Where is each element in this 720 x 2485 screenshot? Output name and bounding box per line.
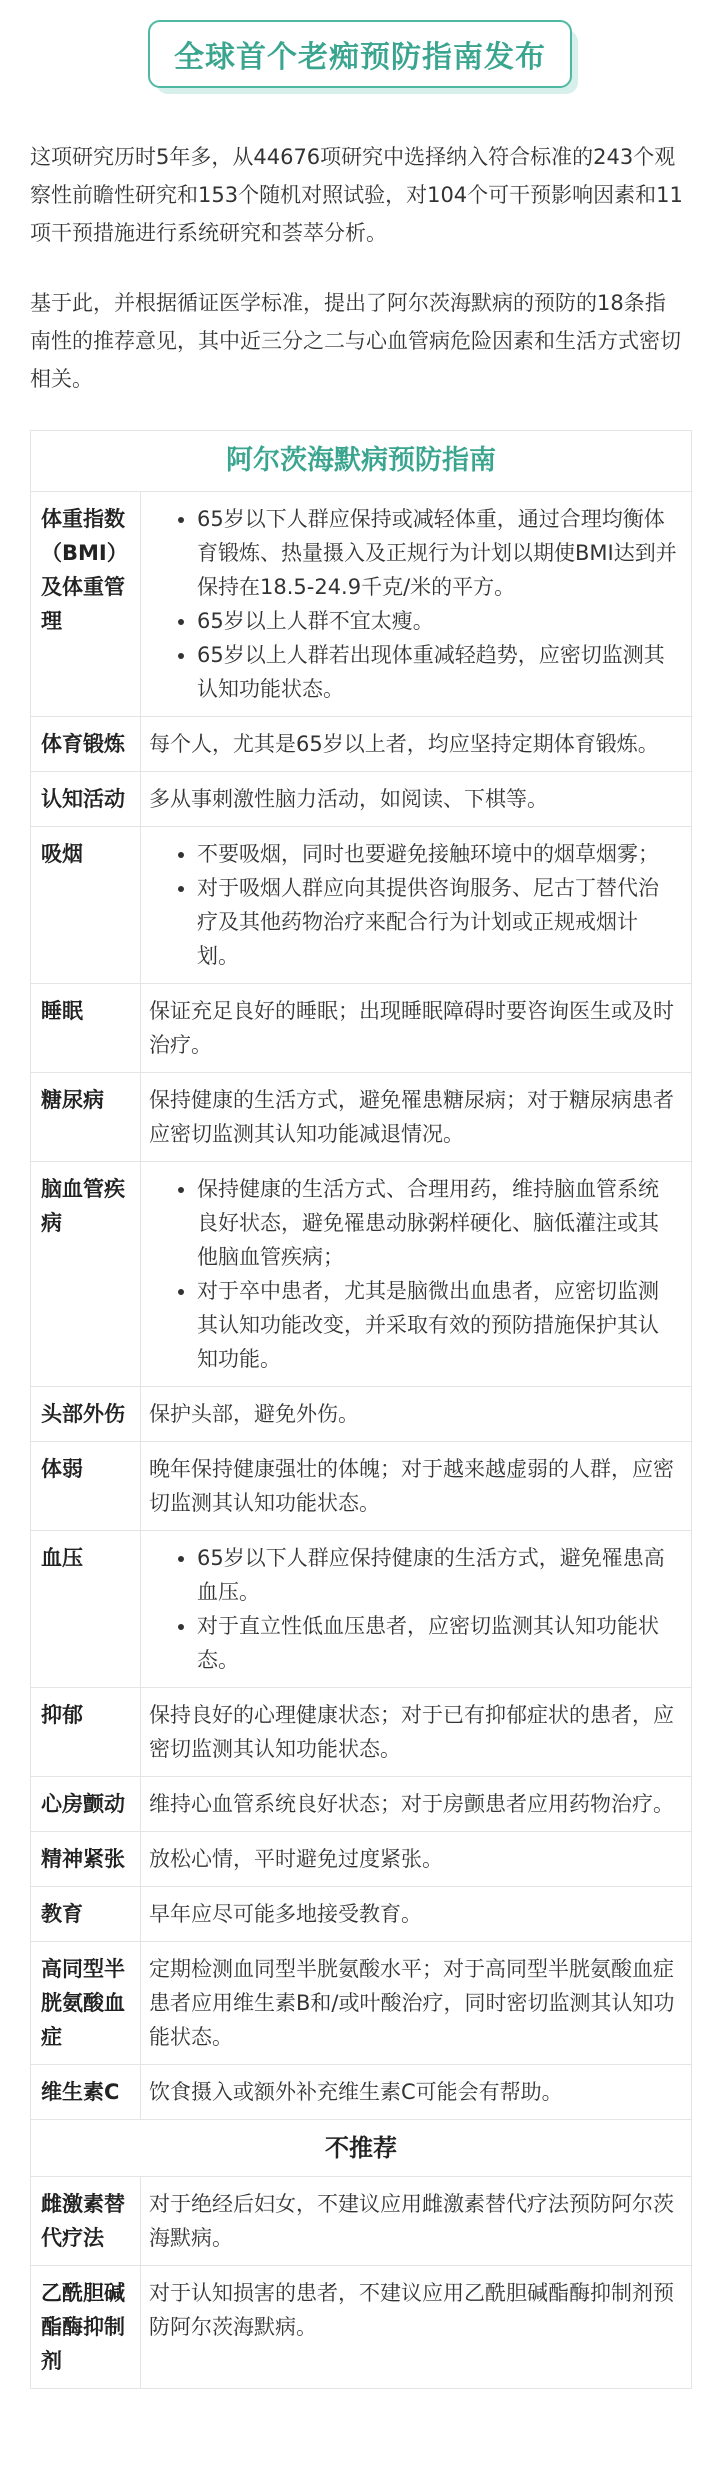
row-description: 对于绝经后妇女，不建议应用雌激素替代疗法预防阿尔茨海默病。 (141, 2177, 692, 2266)
table-row (31, 1531, 692, 1688)
table-row (31, 2266, 692, 2389)
table-row (31, 1777, 692, 1832)
table-row (31, 1387, 692, 1442)
row-description (141, 1531, 692, 1688)
bullet-list (149, 502, 679, 706)
row-label: 认知活动 (31, 772, 141, 827)
row-label: 乙酰胆碱酯酶抑制剂 (31, 2266, 141, 2389)
bullet-item: • 65岁以下人群应保持或减轻体重，通过合理均衡体育锻炼、热量摄入及正规行为计划以期使BMI达到并保持在18.5-24.9千克/米的平方。 (197, 502, 679, 604)
row-label: 心房颤动 (31, 1777, 141, 1832)
table-row (31, 827, 692, 984)
row-label: 血压 (31, 1531, 141, 1688)
not-recommended-row (31, 2120, 692, 2177)
table-row (31, 2177, 692, 2266)
row-label: 体重指数（BMI）及体重管理 (31, 492, 141, 717)
table-row (31, 2065, 692, 2120)
table-caption-row (31, 431, 692, 492)
not-recommended-heading: 不推荐 (31, 2120, 692, 2177)
row-description: 对于认知损害的患者，不建议应用乙酰胆碱酯酶抑制剂预防阿尔茨海默病。 (141, 2266, 692, 2389)
bullet-item: • 保持健康的生活方式、合理用药，维持脑血管系统良好状态，避免罹患动脉粥样硬化、脑低灌注或其他脑血管疾病； (197, 1172, 679, 1274)
row-label: 抑郁 (31, 1688, 141, 1777)
row-label: 雌激素替代疗法 (31, 2177, 141, 2266)
row-description: 维持心血管系统良好状态；对于房颤患者应用药物治疗。 (141, 1777, 692, 1832)
row-description: 保持健康的生活方式，避免罹患糖尿病；对于糖尿病患者应密切监测其认知功能减退情况。 (141, 1073, 692, 1162)
row-label: 维生素C (31, 2065, 141, 2120)
table-row (31, 984, 692, 1073)
row-description: 定期检测血同型半胱氨酸水平；对于高同型半胱氨酸血症患者应用维生素B和/或叶酸治疗，同时密切监测其认知功能状态。 (141, 1942, 692, 2065)
bullet-item: • 对于直立性低血压患者，应密切监测其认知功能状态。 (197, 1609, 679, 1677)
table-caption: 阿尔茨海默病预防指南 (31, 431, 692, 492)
row-label: 体育锻炼 (31, 717, 141, 772)
table-row (31, 1942, 692, 2065)
table-row (31, 1162, 692, 1387)
bullet-list (149, 1541, 679, 1677)
row-description: 放松心情，平时避免过度紧张。 (141, 1832, 692, 1887)
bullet-item: • 对于吸烟人群应向其提供咨询服务、尼古丁替代治疗及其他药物治疗来配合行为计划或正规戒烟计划。 (197, 871, 679, 973)
bullet-item: • 不要吸烟，同时也要避免接触环境中的烟草烟雾； (197, 837, 679, 871)
row-label: 高同型半胱氨酸血症 (31, 1942, 141, 2065)
row-description: 晚年保持健康强壮的体魄；对于越来越虚弱的人群，应密切监测其认知功能状态。 (141, 1442, 692, 1531)
row-description: 保护头部，避免外伤。 (141, 1387, 692, 1442)
row-description: 每个人，尤其是65岁以上者，均应坚持定期体育锻炼。 (141, 717, 692, 772)
row-description: 多从事刺激性脑力活动，如阅读、下棋等。 (141, 772, 692, 827)
row-description: 保持良好的心理健康状态；对于已有抑郁症状的患者，应密切监测其认知功能状态。 (141, 1688, 692, 1777)
table-row (31, 1688, 692, 1777)
bullet-list (149, 837, 679, 973)
row-label: 睡眠 (31, 984, 141, 1073)
row-label: 体弱 (31, 1442, 141, 1531)
guideline-table (30, 430, 692, 2389)
table-row (31, 1832, 692, 1887)
title-banner-box (148, 20, 572, 88)
intro-paragraph-1: 这项研究历时5年多，从44676项研究中选择纳入符合标准的243个观察性前瞻性研究和153个随机对照试验，对104个可干预影响因素和11项干预措施进行系统研究和荟萃分析。 (30, 145, 683, 245)
row-description (141, 492, 692, 717)
bullet-item: • 对于卒中患者，尤其是脑微出血患者，应密切监测其认知功能改变，并采取有效的预防措施保护其认知功能。 (197, 1274, 679, 1376)
bullet-list (149, 1172, 679, 1376)
table-row (31, 772, 692, 827)
intro-paragraph-2: 基于此，并根据循证医学标准，提出了阿尔茨海默病的预防的18条指南性的推荐意见，其中近三分之二与心血管病危险因素和生活方式密切相关。 (30, 291, 681, 391)
table-row (31, 1887, 692, 1942)
row-description: 饮食摄入或额外补充维生素C可能会有帮助。 (141, 2065, 692, 2120)
title-banner (148, 20, 572, 88)
bullet-item: • 65岁以上人群若出现体重减轻趋势，应密切监测其认知功能状态。 (197, 638, 679, 706)
bullet-item: • 65岁以上人群不宜太瘦。 (197, 604, 679, 638)
row-description (141, 827, 692, 984)
row-label: 头部外伤 (31, 1387, 141, 1442)
row-description: 早年应尽可能多地接受教育。 (141, 1887, 692, 1942)
table-row (31, 717, 692, 772)
row-label: 教育 (31, 1887, 141, 1942)
row-description (141, 1162, 692, 1387)
page-title: 全球首个老痴预防指南发布 (174, 40, 546, 75)
row-label: 吸烟 (31, 827, 141, 984)
row-label: 脑血管疾病 (31, 1162, 141, 1387)
table-row (31, 1073, 692, 1162)
table-row (31, 492, 692, 717)
row-description: 保证充足良好的睡眠；出现睡眠障碍时要咨询医生或及时治疗。 (141, 984, 692, 1073)
bullet-item: • 65岁以下人群应保持健康的生活方式，避免罹患高血压。 (197, 1541, 679, 1609)
row-label: 糖尿病 (31, 1073, 141, 1162)
table-row (31, 1442, 692, 1531)
row-label: 精神紧张 (31, 1832, 141, 1887)
